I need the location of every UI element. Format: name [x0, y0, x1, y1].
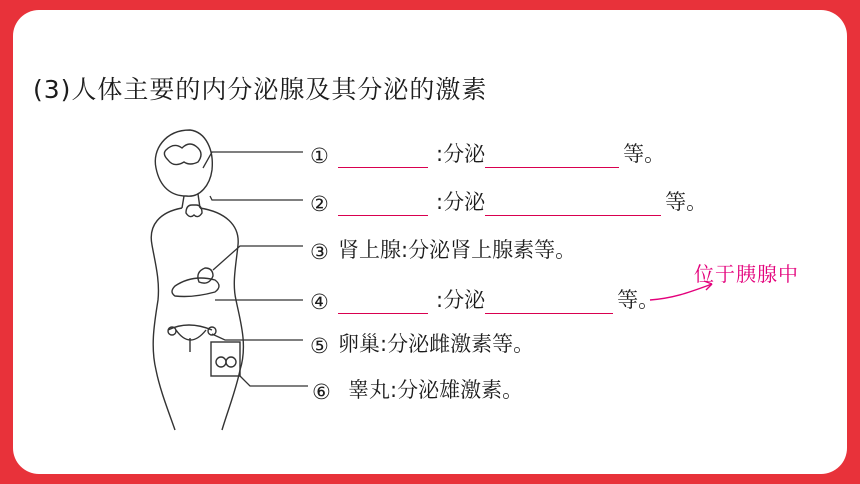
- row-text: 等。: [665, 190, 708, 214]
- row-text: 卵巢:分泌雌激素等。: [338, 332, 535, 356]
- pancreas-annotation: 位于胰腺中: [694, 262, 799, 286]
- row-text: :分泌: [436, 288, 486, 312]
- row-2: [310, 186, 707, 216]
- row-number: ⑤: [310, 334, 329, 358]
- row-text: 等。: [617, 288, 660, 312]
- fill-blank[interactable]: [485, 289, 613, 314]
- row-number: ①: [310, 144, 329, 168]
- row-number: ④: [310, 290, 329, 314]
- row-number: ②: [310, 192, 329, 216]
- row-3: [310, 234, 576, 264]
- fill-blank[interactable]: [338, 289, 428, 314]
- fill-blank[interactable]: [485, 191, 661, 216]
- row-6: [312, 374, 523, 404]
- row-text: :分泌: [436, 142, 486, 166]
- row-text: 等。: [623, 142, 666, 166]
- fill-blank[interactable]: [338, 143, 428, 168]
- fill-blank[interactable]: [338, 191, 428, 216]
- row-5: [310, 328, 534, 358]
- row-number: ③: [310, 240, 329, 264]
- row-4: [310, 284, 659, 314]
- row-number: ⑥: [312, 380, 331, 404]
- row-1: [310, 138, 665, 168]
- row-text: :分泌: [436, 190, 486, 214]
- page-title: (3)人体主要的内分泌腺及其分泌的激素: [33, 75, 488, 104]
- row-text: 肾上腺:分泌肾上腺素等。: [338, 238, 577, 262]
- fill-blank[interactable]: [485, 143, 619, 168]
- row-text: 睾丸:分泌雄激素。: [348, 378, 524, 402]
